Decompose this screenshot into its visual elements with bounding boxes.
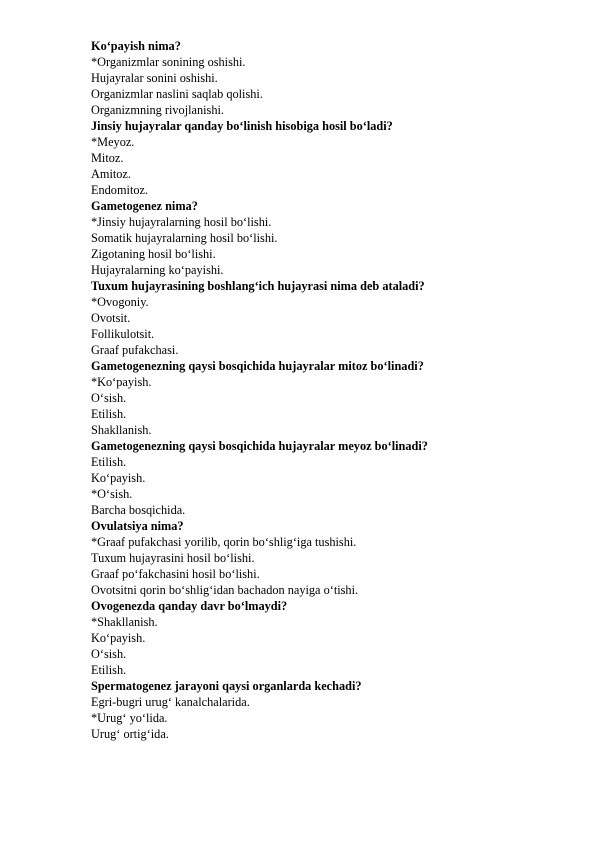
answer-option: Barcha bosqichida. [91, 503, 186, 517]
answer-option: Organizmning rivojlanishi. [91, 103, 224, 117]
answer-option: Ovotsit. [91, 311, 131, 325]
answer-option: *Ovogoniy. [91, 295, 149, 309]
question-block [91, 678, 561, 742]
answer-option: Endomitoz. [91, 183, 149, 197]
answer-option: Follikulotsit. [91, 327, 155, 341]
answer-option: *Organizmlar sonining oshishi. [91, 55, 246, 69]
answer-option: Amitoz. [91, 167, 131, 181]
question-block [91, 118, 561, 198]
question-block [91, 278, 561, 358]
answer-option: *Graaf pufakchasi yorilib, qorin boʻshligʻiga tushishi. [91, 535, 357, 549]
answer-option: Etilish. [91, 455, 127, 469]
answer-option: *Urugʻ yoʻlida. [91, 711, 168, 725]
question-text: Koʻpayish nima? [91, 39, 181, 53]
question-text: Ovogenezda qanday davr boʻlmaydi? [91, 599, 288, 613]
answer-option: *Jinsiy hujayralarning hosil boʻlishi. [91, 215, 272, 229]
answer-option: Mitoz. [91, 151, 124, 165]
answer-option: Egri-bugri urugʻ kanalchalarida. [91, 695, 250, 709]
answer-option: Koʻpayish. [91, 631, 146, 645]
question-text: Gametogenez nima? [91, 199, 198, 213]
answer-option: Graaf poʻfakchasini hosil boʻlishi. [91, 567, 260, 581]
answer-option: Hujayralarning koʻpayishi. [91, 263, 224, 277]
answer-option: Urugʻ ortigʻida. [91, 727, 169, 741]
question-text: Tuxum hujayrasining boshlangʻich hujayrasi nima deb ataladi? [91, 279, 425, 293]
question-text: Gametogenezning qaysi bosqichida hujayralar meyoz boʻlinadi? [91, 439, 428, 453]
answer-option: Etilish. [91, 407, 127, 421]
question-block [91, 438, 561, 518]
answer-option: Organizmlar naslini saqlab qolishi. [91, 87, 263, 101]
question-block [91, 518, 561, 598]
document-page [91, 38, 561, 742]
question-block [91, 358, 561, 438]
question-text: Ovulatsiya nima? [91, 519, 184, 533]
question-text: Jinsiy hujayralar qanday boʻlinish hisobiga hosil boʻladi? [91, 119, 393, 133]
answer-option: Oʻsish. [91, 647, 127, 661]
answer-option: Tuxum hujayrasini hosil boʻlishi. [91, 551, 255, 565]
answer-option: Etilish. [91, 663, 127, 677]
answer-option: *Shakllanish. [91, 615, 158, 629]
answer-option: Hujayralar sonini oshishi. [91, 71, 218, 85]
question-text: Gametogenezning qaysi bosqichida hujayralar mitoz boʻlinadi? [91, 359, 424, 373]
question-block [91, 598, 561, 678]
answer-option: Koʻpayish. [91, 471, 146, 485]
answer-option: *Oʻsish. [91, 487, 133, 501]
question-block [91, 198, 561, 278]
answer-option: Oʻsish. [91, 391, 127, 405]
answer-option: Shakllanish. [91, 423, 152, 437]
answer-option: Ovotsitni qorin boʻshligʻidan bachadon nayiga oʻtishi. [91, 583, 359, 597]
question-text: Spermatogenez jarayoni qaysi organlarda kechadi? [91, 679, 362, 693]
answer-option: Somatik hujayralarning hosil boʻlishi. [91, 231, 278, 245]
answer-option: *Koʻpayish. [91, 375, 152, 389]
answer-option: Zigotaning hosil boʻlishi. [91, 247, 216, 261]
answer-option: *Meyoz. [91, 135, 135, 149]
answer-option: Graaf pufakchasi. [91, 343, 179, 357]
question-block [91, 38, 561, 118]
